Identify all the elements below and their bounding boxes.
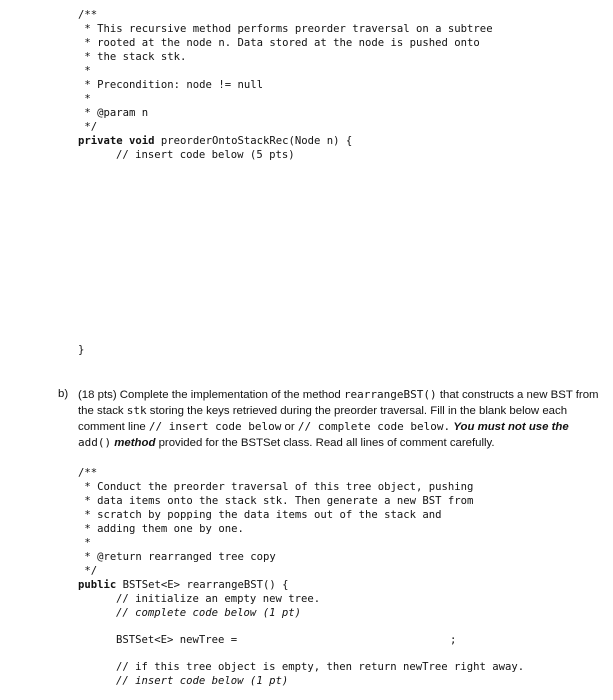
newtree-declaration: BSTSet<E> newTree = [116, 634, 238, 646]
part-b-instructions [78, 387, 600, 451]
method-signature-preorder [78, 134, 352, 148]
doc-line: * [78, 65, 91, 77]
method-signature-rearrange [78, 578, 289, 592]
doc-line: */ [78, 121, 98, 133]
prose-text: (18 pts) Complete the implementation of the method [78, 389, 344, 401]
code-term: add() [78, 436, 112, 449]
part-b-label: b) [58, 388, 69, 400]
doc-line: * [78, 93, 91, 105]
code-term: // insert code below [148, 420, 282, 433]
signature-text: preorderOntoStackRec(Node n) { [154, 135, 353, 147]
prose-text: that constructs a new BST from the stack [78, 389, 599, 417]
code-term: stk [126, 404, 147, 417]
doc-line: * the stack stk. [78, 51, 187, 63]
comment-line: // initialize an empty new tree. [116, 593, 321, 605]
doc-line: * @param n [78, 107, 149, 119]
prose-text: or [281, 421, 298, 433]
doc-line: * [78, 537, 91, 549]
doc-line: * rooted at the node n. Data stored at the node is pushed onto [78, 37, 480, 49]
prose-text: storing the keys retrieved during the preorder traversal. Fill in the blank below each comment line [78, 405, 568, 433]
comment-line: // insert code below (1 pt) [116, 675, 289, 687]
doc-line: * Conduct the preorder traversal of this tree object, pushing [78, 481, 474, 493]
code-term: rearrangeBST() [343, 388, 437, 401]
prose-text: provided for the BSTSet class. Read all lines of comment carefully. [155, 437, 495, 449]
doc-line: */ [78, 565, 98, 577]
signature-keyword: public [78, 579, 117, 591]
insert-code-comment: // insert code below (5 pts) [116, 149, 295, 161]
comment-line: // complete code below (1 pt) [116, 607, 301, 619]
doc-line: /** [78, 9, 98, 21]
closing-brace: } [78, 344, 85, 356]
doc-line: * data items onto the stack stk. Then generate a new BST from [78, 495, 474, 507]
doc-line: * Precondition: node != null [78, 79, 263, 91]
doc-line: /** [78, 467, 98, 479]
doc-line: * adding them one by one. [78, 523, 244, 535]
emphasis-text: method [111, 437, 156, 449]
doc-line: * @return rearranged tree copy [78, 551, 276, 563]
comment-line: // if this tree object is empty, then return newTree right away. [116, 661, 525, 673]
doc-line: * scratch by popping the data items out of the stack and [78, 509, 442, 521]
doc-line: * This recursive method performs preorder traversal on a subtree [78, 23, 493, 35]
semicolon: ; [450, 634, 457, 646]
code-term: // complete code below. [297, 420, 451, 433]
signature-text: BSTSet<E> rearrangeBST() { [116, 579, 289, 591]
emphasis-text: You must not use the [453, 421, 569, 433]
signature-keyword: private void [78, 135, 155, 147]
